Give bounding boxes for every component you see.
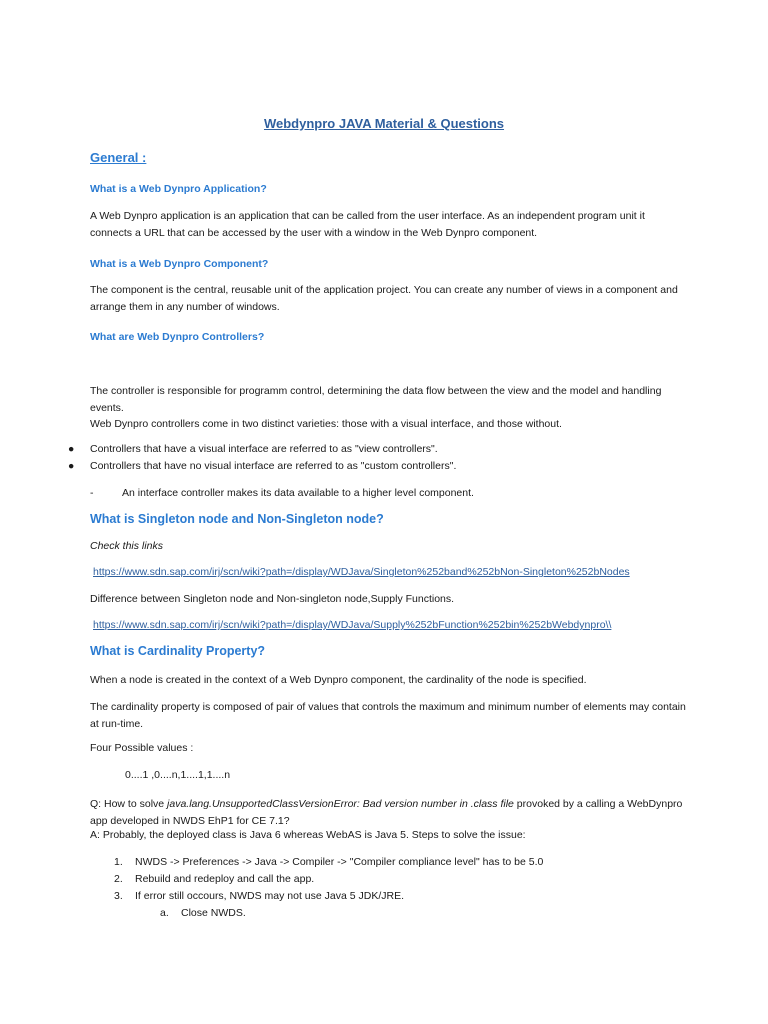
substep-item: Close NWDS. [181, 907, 246, 919]
answer-web-dynpro-component: The component is the central, reusable unit of the application project. You can create any number of views in a component and arrange them in any number of windows. [90, 284, 678, 313]
question-web-dynpro-controllers: What are Web Dynpro Controllers? [90, 331, 265, 343]
difference-text: Difference between Singleton node and Non-singleton node,Supply Functions. [90, 593, 455, 605]
document-title: Webdynpro JAVA Material & Questions [263, 116, 505, 131]
question-web-dynpro-component: What is a Web Dynpro Component? [90, 258, 269, 270]
qa-question-error: java.lang.UnsupportedClassVersionError: Bad version number in .class file [167, 798, 514, 810]
cardinality-values: 0....1 ,0....n,1....1,1....n [125, 769, 231, 781]
step-item: Rebuild and redeploy and call the app. [135, 873, 315, 885]
bullet-item-view-controllers: Controllers that have a visual interface are referred to as "view controllers". [90, 443, 438, 455]
check-links-text: Check this links [90, 540, 163, 552]
step-item: NWDS -> Preferences -> Java -> Compiler -> "Compiler compliance level" has to be 5.0 [135, 856, 544, 868]
qa-question-suffix: provoked by a calling a WebDynpro app developed in NWDS EhP1 for CE 7.1? [90, 798, 683, 827]
step-number: 2. [114, 873, 123, 885]
bullet-item-custom-controllers: Controllers that have no visual interface are referred to as "custom controllers". [90, 460, 457, 472]
qa-question [90, 796, 690, 829]
cardinality-para1: When a node is created in the context of a Web Dynpro component, the cardinality of the node is specified. [90, 674, 587, 686]
cardinality-para2: The cardinality property is composed of pair of values that controls the maximum and minimum number of elements may contain at run-time. [90, 701, 686, 730]
bullet-icon: ● [68, 460, 75, 472]
link-supply-function[interactable]: https://www.sdn.sap.com/irj/scn/wiki?path=/display/WDJava/Supply%252bFunction%252bin%252bWebdynpro\\ [93, 619, 612, 631]
possible-values-label: Four Possible values : [90, 742, 194, 754]
answer-web-dynpro-application: A Web Dynpro application is an application that can be called from the user interface. As an independent program unit it connects a URL that can be accessed by the user with a window in the Web Dynpro component. [90, 210, 645, 239]
dash-item-interface-controller: An interface controller makes its data available to a higher level component. [122, 487, 474, 499]
section-heading-general: General : [90, 150, 147, 165]
question-cardinality-property: What is Cardinality Property? [90, 644, 266, 658]
link-singleton-nodes[interactable]: https://www.sdn.sap.com/irj/scn/wiki?path=/display/WDJava/Singleton%252band%252bNon-Singleton%252bNodes [93, 566, 630, 578]
step-number: 1. [114, 856, 123, 868]
question-web-dynpro-application: What is a Web Dynpro Application? [90, 183, 267, 195]
question-singleton-node: What is Singleton node and Non-Singleton node? [90, 512, 384, 526]
qa-answer: A: Probably, the deployed class is Java 6 whereas WebAS is Java 5. Steps to solve the issue: [90, 829, 526, 841]
dash-marker: - [90, 487, 94, 499]
step-number: 3. [114, 890, 123, 902]
substep-letter: a. [160, 907, 169, 919]
answer-controllers-line1: The controller is responsible for programm control, determining the data flow between the view and the model and handling events. [90, 385, 662, 414]
bullet-icon: ● [68, 443, 75, 455]
qa-question-prefix: Q: How to solve [90, 798, 168, 810]
answer-controllers-line2: Web Dynpro controllers come in two distinct varieties: those with a visual interface, and those without. [90, 418, 562, 430]
step-item: If error still occours, NWDS may not use Java 5 JDK/JRE. [135, 890, 404, 902]
